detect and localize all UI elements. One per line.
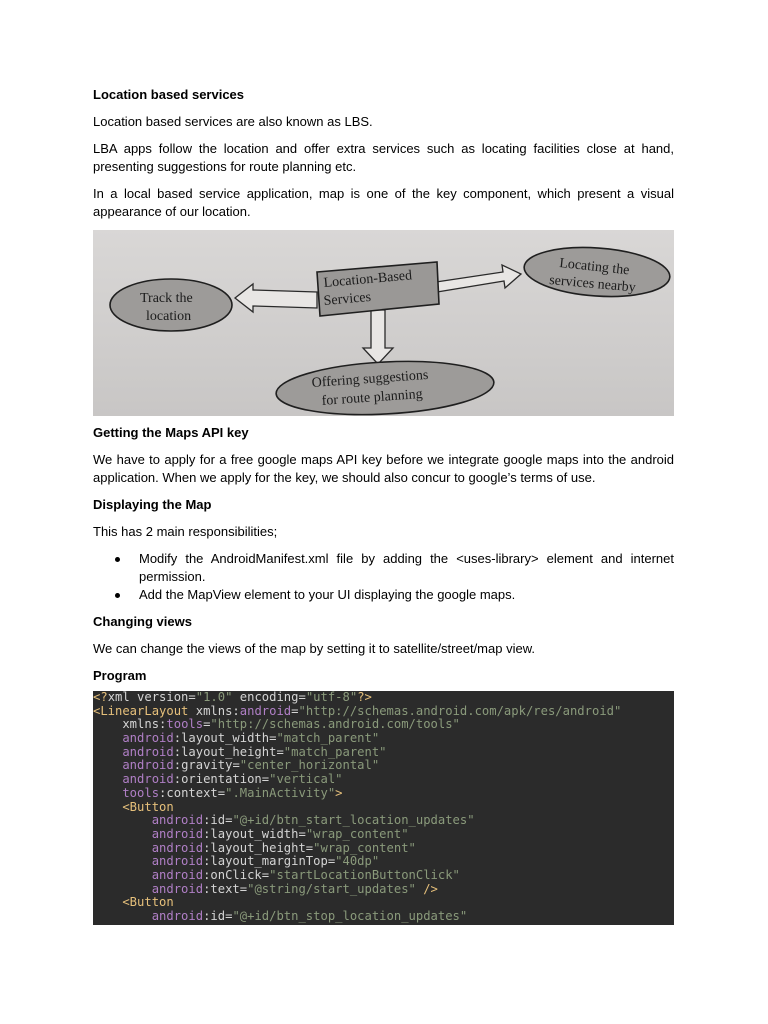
code-token: android	[93, 881, 204, 896]
arrow-down	[363, 310, 393, 364]
code-token: android	[93, 867, 204, 882]
code-token: :	[173, 758, 182, 773]
code-token: :	[203, 826, 211, 841]
code-token: =	[188, 691, 196, 704]
code-token: ?>	[357, 691, 372, 704]
code-token: xmlns	[188, 703, 233, 718]
code-token: "@+id/btn_stop_location_updates"	[232, 909, 468, 923]
code-block	[93, 691, 674, 925]
code-token: id	[210, 813, 226, 828]
code-token: "1.0"	[195, 691, 233, 704]
code-line	[93, 814, 674, 828]
code-token: =	[217, 785, 226, 800]
code-line	[93, 855, 674, 869]
left-ellipse-line1: Track the	[140, 291, 193, 306]
paragraph-api-key: We have to apply for a free google maps API key before we integrate google maps into the android application. When we apply for the key, we should also concur to google’s terms of use.	[93, 452, 674, 485]
paragraph-lbs-intro: Location based services are also known as LBS.	[93, 114, 373, 129]
right-ellipse-line1: Locating the	[558, 256, 631, 279]
code-token: <?	[93, 691, 108, 704]
right-ellipse-line2: services nearby	[548, 273, 637, 296]
code-token: =	[276, 744, 284, 759]
code-token: "center_horizontal"	[239, 758, 380, 773]
document-page	[93, 86, 674, 925]
code-token: :	[173, 731, 182, 746]
bottom-ellipse-line1: Offering suggestions	[311, 367, 429, 391]
code-line	[93, 732, 674, 746]
code-token: =	[203, 717, 211, 732]
code-token: =	[261, 867, 270, 882]
center-box-line1: Location-Based	[323, 268, 413, 291]
list-item: Add the MapView element to your UI displaying the google maps.	[139, 586, 674, 604]
code-token: xml version	[107, 691, 189, 704]
code-token: =	[298, 826, 306, 841]
code-token: :	[203, 867, 211, 882]
code-line	[93, 746, 674, 760]
code-line	[93, 842, 674, 856]
code-line	[93, 691, 674, 705]
code-token: "40dp"	[335, 854, 380, 869]
code-token: android	[93, 744, 174, 759]
code-line	[93, 869, 674, 883]
code-token: =	[261, 772, 270, 787]
code-token: :	[203, 909, 211, 923]
code-token: >	[335, 785, 343, 800]
heading-location-based-services: Location based services	[93, 87, 245, 102]
code-token: layout_height	[210, 840, 306, 855]
heading-displaying-map: Displaying the Map	[93, 497, 212, 512]
responsibilities-list	[93, 550, 674, 604]
code-token: :	[173, 772, 182, 787]
code-line	[93, 910, 674, 924]
code-token: onClick	[210, 867, 262, 882]
code-token: "startLocationButtonClick"	[269, 867, 460, 882]
code-token: <LinearLayout	[93, 703, 189, 718]
code-token: :	[173, 744, 182, 759]
code-token: android	[93, 772, 174, 787]
code-token: gravity	[181, 758, 233, 773]
code-token: :	[203, 840, 211, 855]
code-token: =	[291, 703, 299, 718]
heading-maps-api-key: Getting the Maps API key	[93, 425, 249, 440]
code-line	[93, 705, 674, 719]
lbs-diagram-photo	[93, 230, 674, 416]
code-line	[93, 896, 674, 910]
code-token: :	[232, 703, 240, 718]
paragraph-responsibilities: This has 2 main responsibilities;	[93, 524, 278, 539]
code-token: "http://schemas.android.com/apk/res/android"	[298, 703, 622, 718]
code-token: layout_width	[181, 731, 270, 746]
bottom-ellipse	[275, 356, 495, 416]
code-token: android	[239, 703, 292, 718]
code-token: id	[210, 909, 226, 923]
lbs-diagram	[93, 230, 674, 416]
paragraph-lba-apps: LBA apps follow the location and offer extra services such as locating facilities close at hand, presenting suggestions for route planning etc.	[93, 141, 674, 174]
center-box-line2: Services	[323, 289, 372, 309]
code-line	[93, 759, 674, 773]
code-line	[93, 801, 674, 815]
code-token: :	[203, 854, 211, 869]
paragraph-map-component: In a local based service application, map is one of the key component, which present a visual appearance of our location.	[93, 186, 674, 219]
code-token: "wrap_content"	[313, 840, 416, 855]
code-token: :	[159, 717, 167, 732]
paragraph-changing-views: We can change the views of the map by setting it to satellite/street/map view.	[93, 641, 535, 656]
code-token: :	[203, 881, 211, 896]
code-token: <Button	[93, 799, 174, 814]
code-token: android	[93, 854, 204, 869]
code-token: =	[327, 854, 336, 869]
code-token: android	[93, 840, 204, 855]
list-item: Modify the AndroidManifest.xml file by adding the <uses-library> element and internet permission.	[139, 551, 674, 584]
code-line	[93, 828, 674, 842]
code-token: =	[269, 731, 277, 746]
code-line	[93, 773, 674, 787]
code-token: context	[166, 785, 218, 800]
code-line	[93, 718, 674, 732]
code-token: text	[210, 881, 240, 896]
code-token: orientation	[181, 772, 262, 787]
code-token: android	[93, 826, 204, 841]
code-token: xmlns	[93, 717, 160, 732]
code-token: encoding	[232, 691, 299, 704]
code-token: "utf-8"	[305, 691, 358, 704]
code-token: =	[225, 813, 233, 828]
arrow-left	[235, 284, 317, 312]
code-token: layout_marginTop	[210, 854, 328, 869]
code-token: "vertical"	[269, 772, 343, 787]
code-token: =	[305, 840, 314, 855]
code-token: "@+id/btn_start_location_updates"	[232, 813, 475, 828]
code-token: tools	[166, 717, 204, 732]
code-token: "match_parent"	[276, 731, 380, 746]
code-token: "http://schemas.android.com/tools"	[210, 717, 460, 732]
code-token: "@string/start_updates"	[247, 881, 416, 896]
code-token: :	[203, 813, 211, 828]
code-token: layout_height	[181, 744, 277, 759]
code-token: =	[232, 758, 240, 773]
code-line	[93, 883, 674, 897]
code-token: />	[415, 881, 438, 896]
heading-changing-views: Changing views	[93, 614, 192, 629]
left-ellipse-line2: location	[146, 309, 192, 324]
code-token: =	[225, 909, 233, 923]
code-token: android	[93, 909, 204, 923]
code-line	[93, 787, 674, 801]
code-token: =	[298, 691, 306, 704]
code-token: "match_parent"	[283, 744, 387, 759]
code-token: ".MainActivity"	[225, 785, 336, 800]
code-token: :	[159, 785, 167, 800]
code-token: "wrap_content"	[305, 826, 409, 841]
code-token: android	[93, 813, 204, 828]
code-token: layout_width	[210, 826, 299, 841]
bottom-ellipse-line2: for route planning	[321, 386, 424, 409]
code-token: tools	[93, 785, 160, 800]
code-token: =	[239, 881, 248, 896]
heading-program: Program	[93, 668, 147, 683]
code-token: android	[93, 758, 174, 773]
code-token: android	[93, 731, 174, 746]
code-token: <Button	[93, 895, 174, 910]
arrow-right	[436, 265, 521, 292]
